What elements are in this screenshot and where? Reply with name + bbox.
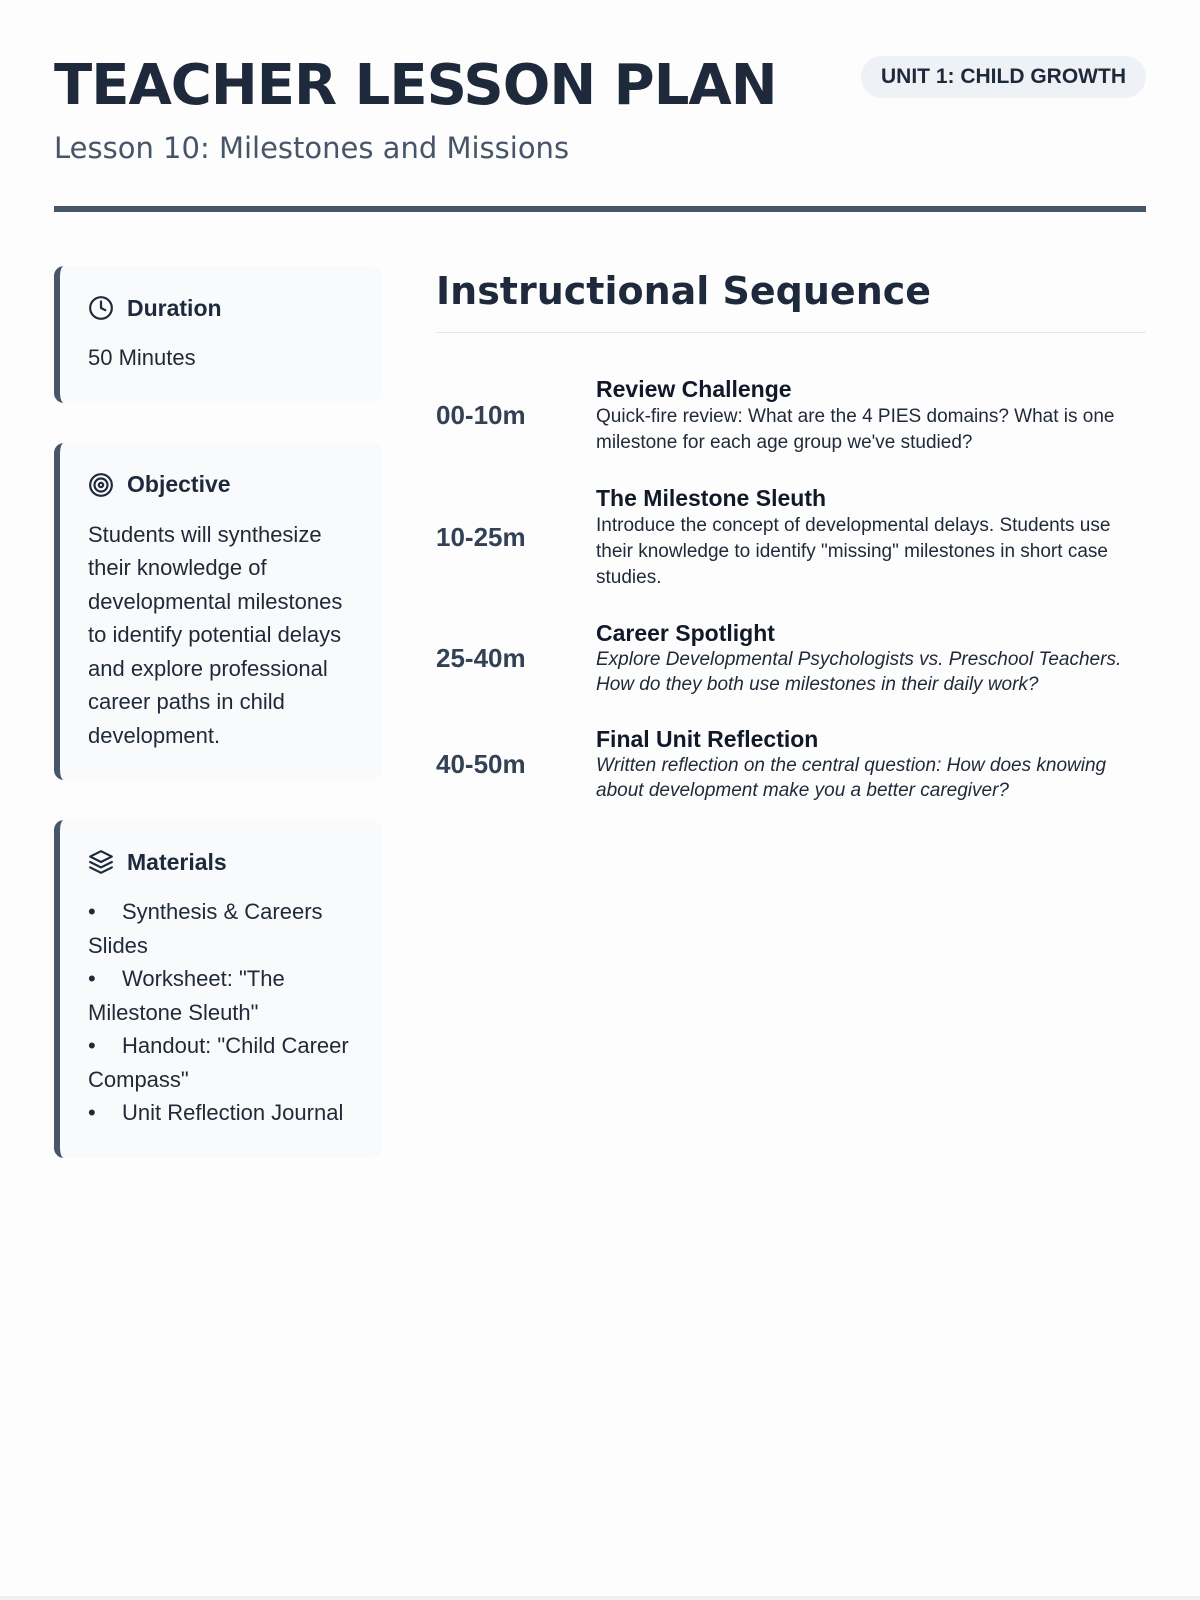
- lesson-subtitle: Lesson 10: Milestones and Missions: [54, 131, 570, 165]
- page-header: [54, 54, 1146, 206]
- step-description: Explore Developmental Psychologists vs. Preschool Teachers. How do they both use milestones in their daily work?: [596, 649, 1122, 695]
- step-title: Career Spotlight: [596, 620, 775, 646]
- material-label: Unit Reflection Journal: [122, 1100, 344, 1125]
- bullet-icon: •: [88, 1033, 96, 1058]
- duration-value: 50 Minutes: [88, 345, 196, 370]
- materials-list: [88, 895, 358, 1130]
- step-title: Review Challenge: [596, 376, 792, 402]
- sequence-step: [436, 375, 1146, 456]
- step-body: [596, 725, 1146, 803]
- sequence-list: [436, 375, 1146, 803]
- page-title: TEACHER LESSON PLAN: [54, 53, 777, 118]
- objective-card: [54, 443, 382, 781]
- material-label: Worksheet: "The Milestone Sleuth": [88, 966, 285, 1025]
- target-icon: [88, 472, 114, 498]
- layers-icon: [88, 849, 114, 875]
- duration-card: [54, 266, 382, 403]
- step-body: [596, 375, 1146, 456]
- step-description: Introduce the concept of developmental delays. Students use their knowledge to identify "missing" milestones in short case studies.: [596, 515, 1111, 588]
- step-time: 10-25m: [436, 522, 526, 552]
- step-description: Written reflection on the central question: How does knowing about development make you a better caregiver?: [596, 755, 1107, 801]
- instructional-sequence: [436, 266, 1146, 831]
- clock-icon: [88, 295, 114, 321]
- sequence-step: [436, 725, 1146, 803]
- objective-title: Objective: [127, 471, 231, 497]
- bullet-icon: •: [88, 966, 96, 991]
- section-divider: [436, 332, 1146, 333]
- bullet-icon: •: [88, 899, 96, 924]
- list-item: [88, 895, 358, 962]
- materials-card: [54, 820, 382, 1158]
- unit-badge: UNIT 1: CHILD GROWTH: [861, 56, 1146, 98]
- list-item: [88, 1029, 358, 1096]
- duration-title: Duration: [127, 294, 222, 321]
- sidebar: [54, 266, 382, 1198]
- duration-card-header: [88, 293, 358, 323]
- list-item: [88, 962, 358, 1029]
- list-item: [88, 1096, 358, 1130]
- material-label: Synthesis & Careers Slides: [88, 899, 323, 958]
- page-bottom-edge: [0, 1596, 1200, 1600]
- step-time: 25-40m: [436, 642, 526, 673]
- materials-card-header: [88, 847, 358, 877]
- objective-card-header: [88, 470, 358, 500]
- materials-title: Materials: [127, 848, 227, 875]
- material-label: Handout: "Child Career Compass": [88, 1033, 349, 1092]
- header-divider: [54, 206, 1146, 212]
- objective-text: Students will synthesize their knowledge of developmental milestones to identify potential delays and explore professional career paths in child development.: [88, 521, 343, 748]
- sequence-step: [436, 619, 1146, 697]
- step-body: [596, 619, 1146, 697]
- sequence-step: [436, 484, 1146, 591]
- step-description: Quick-fire review: What are the 4 PIES domains? What is one milestone for each age group we've studied?: [596, 406, 1115, 453]
- bullet-icon: •: [88, 1100, 96, 1125]
- step-time: 00-10m: [436, 400, 526, 430]
- step-title: The Milestone Sleuth: [596, 485, 827, 511]
- step-body: [596, 484, 1146, 591]
- section-title: Instructional Sequence: [436, 269, 932, 313]
- step-time: 40-50m: [436, 748, 526, 779]
- step-title: Final Unit Reflection: [596, 726, 819, 752]
